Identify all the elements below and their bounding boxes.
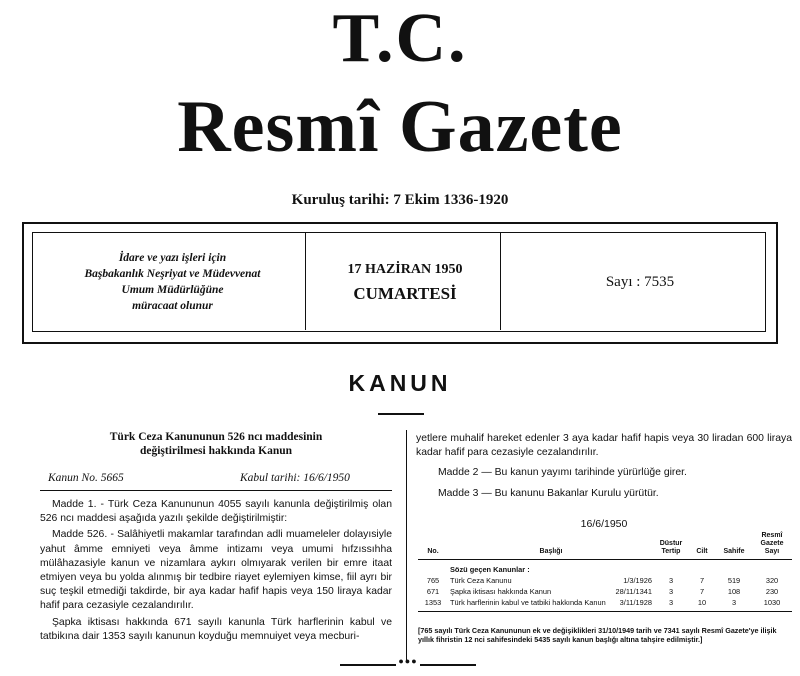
col-header-gazette: Resmî Gazete Sayı	[752, 532, 792, 560]
col-header-no: No.	[418, 532, 448, 560]
referenced-laws-table	[418, 532, 792, 612]
law-paragraph: Madde 1. - Türk Ceza Kanununun 4055 sayılı kanunla değiştirilmiş olan 526 ncı maddesi aşağıda yazılı şekilde değiştirilmiştir:	[40, 499, 392, 525]
issue-number: Sayı : 7535	[605, 274, 675, 290]
issue-date: 17 HAZİRAN 1950	[347, 262, 463, 277]
office-line: müracaat olunur	[132, 300, 213, 312]
masthead-title: Resmî Gazete	[177, 86, 623, 168]
cell-date: 3/11/1928	[612, 597, 654, 612]
cell-title: Şapka iktisası hakkında Kanun	[450, 587, 552, 596]
law-body-right	[416, 432, 792, 507]
col-header-volume: Cilt	[688, 532, 716, 560]
col-header-series: Düstur Tertip	[654, 532, 688, 560]
cell-no: 1353	[418, 597, 448, 612]
table-row	[418, 597, 792, 612]
cell-gazette: 320	[765, 576, 779, 585]
header-divider	[305, 232, 306, 330]
signature-date: 16/6/1950	[580, 518, 628, 530]
section-title: KANUN	[348, 370, 452, 396]
law-paragraph: Şapka iktisası hakkında 671 sayılı kanunla Türk harflerinin kabul ve tatbikına dair 1353 sayılı kanunun koyduğu memnuiyet veya mecburi-	[40, 616, 392, 642]
article-3: Madde 3 — Bu kanunu Bakanlar Kurulu yürütür.	[438, 487, 659, 499]
table-group-label: Sözü geçen Kanunlar :	[450, 565, 530, 574]
cell-gazette: 1030	[752, 597, 792, 612]
header-divider	[500, 232, 501, 330]
cell-title: Türk harflerinin kabul ve tatbiki hakkında Kanun	[448, 597, 612, 612]
ornament-dots: ●●●	[398, 656, 418, 666]
cell-volume: 7	[699, 587, 705, 596]
cell-page: 3	[716, 597, 752, 612]
law-title	[40, 430, 392, 458]
column-divider	[406, 430, 407, 660]
cell-series: 3	[668, 587, 674, 596]
cell-no: 671	[426, 587, 440, 596]
cell-volume: 10	[688, 597, 716, 612]
cell-volume: 7	[699, 576, 705, 585]
office-line: Umum Müdürlüğüne	[121, 284, 224, 296]
cell-no: 765	[426, 576, 440, 585]
office-line: İdare ve yazı işleri için	[118, 252, 227, 264]
table-row	[418, 575, 792, 586]
founded-date: Kuruluş tarihi: 7 Ekim 1336-1920	[291, 192, 509, 208]
law-continuation: yetlere muhalif hareket edenler 3 aya kadar hafif hapis veya 30 liradan 600 liraya kadar hafif para cezasiyle cezalandırılır.	[416, 433, 792, 459]
table-footnote: [765 sayılı Türk Ceza Kanununun ek ve değişiklikleri 31/10/1949 tarih ve 7341 sayılı Resmî Gazete'ye ilişik yıllık fihristin 12 nci sahifesindeki 5435 sayılı kanun başlığı altına tahşire edilmiştir.]	[418, 626, 777, 644]
cell-title: Türk Ceza Kanunu	[450, 576, 512, 585]
ornament-rule	[420, 664, 476, 666]
ornament-rule	[340, 664, 396, 666]
cell-series: 3	[668, 576, 674, 585]
cell-gazette: 230	[765, 587, 779, 596]
table-row	[418, 586, 792, 597]
cell-series: 3	[654, 597, 688, 612]
col-header-title: Başlığı	[448, 532, 654, 560]
office-line: Başbakanlık Neşriyat ve Müdevvenat	[84, 268, 261, 280]
issue-day: CUMARTESİ	[353, 284, 457, 303]
law-body-left	[40, 498, 392, 646]
article-2: Madde 2 — Bu kanun yayımı tarihinde yürürlüğe girer.	[438, 467, 687, 479]
masthead-tc: T.C.	[332, 0, 468, 77]
law-number: Kanun No. 5665	[48, 472, 124, 484]
col-header-page: Sahife	[716, 532, 752, 560]
cell-page: 108	[727, 587, 741, 596]
law-paragraph: Madde 526. - Salâhiyetli makamlar tarafından adli muameleler dolayısiyle yahut âmme emniyeti veya âmme intizamı veya umumi hıfzıssıhha mülâhazasiyle kanun ve nizamlara aykırı olmıyarak verilen bir emre itaat etmiyen veya bu yolda alınmış bir tedbire riayet eylemiyen kimse, fiil ayrı bir suç teşkil etmediği takdirde, bir aya kadar hafif hapis veya 150 liraya kadar hafif para cezasiyle cezalandırılır.	[40, 529, 392, 612]
cell-page: 519	[727, 576, 741, 585]
law-title-line: Türk Ceza Kanununun 526 ncı maddesinin	[109, 431, 323, 443]
acceptance-date: Kabul tarihi: 16/6/1950	[240, 472, 350, 484]
section-rule	[378, 413, 424, 415]
law-title-line: değiştirilmesi hakkında Kanun	[139, 445, 293, 457]
cell-date: 28/11/1341	[615, 587, 652, 596]
office-notice	[40, 250, 305, 314]
cell-date: 1/3/1926	[623, 576, 652, 585]
meta-rule	[40, 490, 392, 491]
